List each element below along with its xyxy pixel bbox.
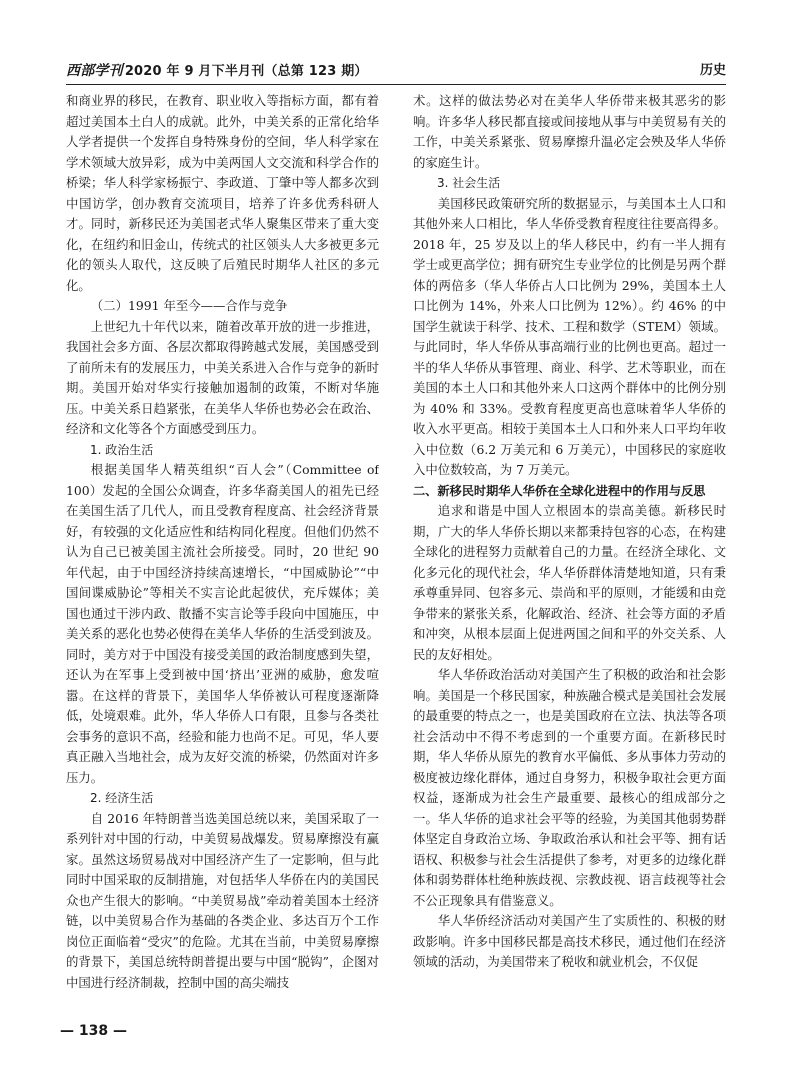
- paragraph: 美国移民政策研究所的数据显示，与美国本土人口和其他外来人口相比，华人华侨受教育程度往往要高得多。2018 年，25 岁及以上的华人移民中，约有一半人拥有学士或更高学位；拥有研究生专业学位的比例是另两个群体的两倍多（华人华侨占人口比例为 29%，美国本土人口比例为 14%，外来人口比例为 12%）。约 46% 的中国学生就读于科学、技术、工程和数学（STEM）领域。与此同时，华人华侨从事高端行业的比例也更高。超过一半的华人华侨从事管理、商业、科学、艺术等职业，而在美国的本土人口和其他外来人口这两个群体中的比例分别为 40% 和 33%。受教育程度更高也意味着华人华侨的收入水平更高。相较于美国本土人口和外来人口平均年收入中位数（6.2 万美元和 6 万美元），中国移民的家庭收入中位数较高，为 7 万美元。: [413, 195, 726, 477]
- right-column: [413, 91, 726, 1021]
- paragraph: 自 2016 年特朗普当选美国总统以来，美国采取了一系列针对中国的行动，中美贸易战爆发。贸易摩擦没有赢家。虽然这场贸易战对中国经济产生了一定影响，但与此同时中国采取的反制措施，对包括华人华侨在内的美国民众也产生很大的影响。“中美贸易战”牵动着美国本土经济链，以中美贸易合作为基础的各类企业、多达百万个工作岗位正面临着“受灾”的危险。尤其在当前，中美贸易摩擦的背景下，美国总统特朗普提出要与中国“脱钩”，企图对中国进行经济制裁，控制中国的高尖端技: [66, 810, 379, 990]
- paragraph: 华人华侨经济活动对美国产生了实质性的、积极的财政影响。许多中国移民都是高技术移民，通过他们在经济领域的活动，为美国带来了税收和就业机会，不仅促: [413, 913, 726, 969]
- journal-title: 西部学刊: [66, 63, 123, 79]
- paragraph: 追求和谐是中国人立根固本的崇高美德。新移民时期，广大的华人华侨长期以来都秉持包容的心态，在构建全球化的进程努力贡献着自己的力量。在经济全球化、文化多元化的现代社会，华人华侨群体清楚地知道，只有秉承尊重异同、包容多元、崇尚和平的原则，才能缓和由竞争带来的紧张关系，化解政治、经济、社会等方面的矛盾和冲突，从根本层面上促进两国之间和平的外交关系、人民的友好相处。: [413, 503, 726, 662]
- page-number: — 138 —: [60, 1023, 127, 1039]
- subsection-heading: 3. 社会生活: [437, 176, 501, 190]
- paragraph: 根据美国华人精英组织“百人会”（Committee of 100）发起的全国公众调查，许多华裔美国人的祖先已经在美国生活了几代人，而且受教育程度高、社会经济背景好，有较强的文化适应性和结构同化程度。但他们仍然不认为自己已被美国主流社会所接受。同时，20 世纪 90 年代起，由于中国经济持续高速增长，“中国威胁论”“中国间谍威胁论”等相关不实言论此起彼伏，充斥媒体；美国也通过干涉内政、散播不实言论等手段向中国施压，中美关系的恶化也势必使得在美华人华侨的生活受到波及。同时，美方对于中国没有接受美国的政治制度感到失望，还认为在军事上受到被中国‘挤出’亚洲的威胁，愈发喧嚣。在这样的背景下，美国华人华侨被认可程度逐渐降低，处境艰难。此外，华人华侨人口有限，且参与各类社会事务的意识不高，经验和能力也尚不足。可见，华人要真正融入当地社会，成为友好交流的桥梁，仍然面对许多压力。: [66, 462, 379, 785]
- header-journal-issue: [66, 62, 368, 81]
- subsection-heading: 1. 政治生活: [90, 442, 154, 457]
- subsection-heading: （二）1991 年至今——合作与竞争: [90, 298, 288, 313]
- section-label: 历史: [699, 63, 726, 78]
- paragraph: 术。这样的做法势必对在美华人华侨带来极其恶劣的影响。许多华人移民都直接或间接地从事与中美贸易有关的工作，中美关系紧张、贸易摩擦升温必定会殃及华人华侨的家庭生计。: [413, 93, 726, 170]
- left-column: [66, 91, 379, 1021]
- paragraph: 上世纪九十年代以来，随着改革开放的进一步推进，我国社会多方面、各层次都取得跨越式发展，美国感受到了前所未有的发展压力，中美关系进入合作与竞争的新时期。美国开始对华实行接触加遏制的政策，不断对华施压。中美关系日趋紧张，在美华人华侨也势必会在政治、经济和文化等各个方面感受到压力。: [66, 318, 379, 436]
- paragraph: 华人华侨政治活动对美国产生了积极的政治和社会影响。美国是一个移民国家，种族融合模式是美国社会发展的最重要的特点之一，也是美国政府在立法、执法等各项社会活动中不得不考虑到的一个重要方面。在新移民时期，华人华侨从原先的教育水平偏低、多从事体力劳动的极度被边缘化群体，通过自身努力，积极争取社会更方面权益，逐渐成为社会生产最重要、最核心的组成部分之一。华人华侨的追求社会平等的经验，为美国其他弱势群体坚定自身政治立场、争取政治承认和社会平等、拥有话语权、积极参与社会生活提供了参考，对更多的边缘化群体和弱势群体杜绝种族歧视、宗教歧视、语言歧视等社会不公正现象具有借鉴意义。: [413, 667, 726, 908]
- section-heading: 二、新移民时期华人华侨在全球化进程中的作用与反思: [413, 483, 706, 498]
- issue-label: 2020 年 9 月下半月刊（总第 123 期）: [124, 64, 368, 79]
- header-divider: [66, 84, 726, 85]
- paragraph: 和商业界的移民，在教育、职业收入等指标方面，都有着超过美国本土白人的成就。此外，中美关系的正常化给华人学者提供一个发挥自身特殊身份的空间，华人科学家在学术领域大放异彩，成为中美两国人文交流和科学合作的桥梁；华人科学家杨振宁、李政道、丁肇中等人都多次到中国访学，创办教育交流项目，培养了许多优秀科研人才。同时，新移民还为美国老式华人聚集区带来了重大变化，在纽约和旧金山，传统式的社区领头人大多被更多元化的领头人取代，这反映了后殖民时期华人社区的多元化。: [66, 93, 379, 293]
- page-header: [66, 62, 726, 82]
- subsection-heading: 2. 经济生活: [90, 791, 154, 805]
